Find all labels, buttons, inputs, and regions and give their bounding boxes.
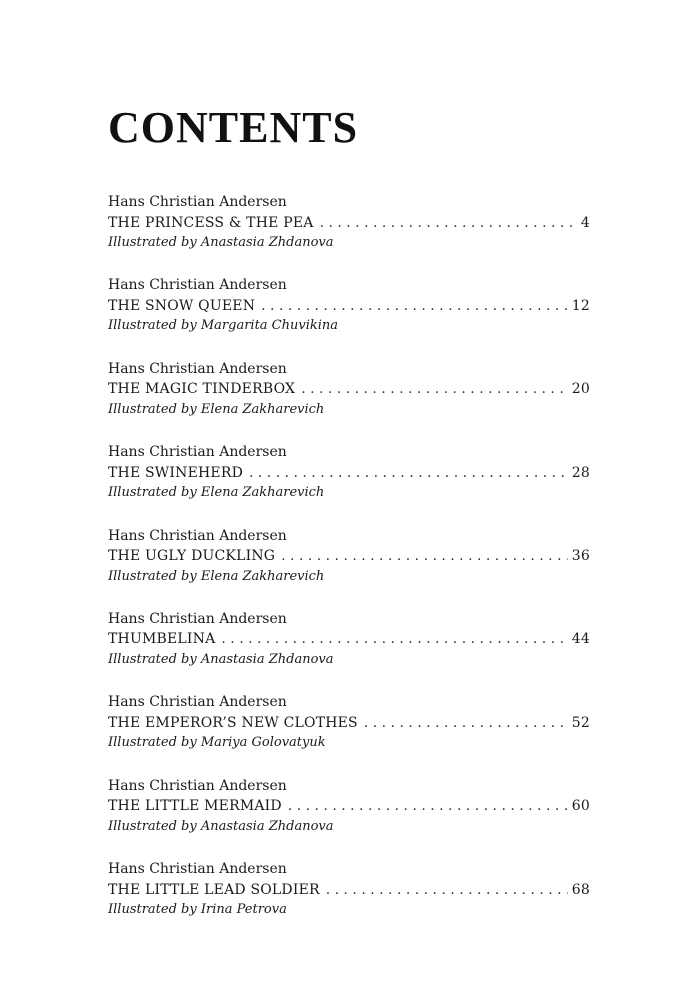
page-title: CONTENTS — [108, 103, 359, 152]
author-name: Hans Christian Andersen — [108, 861, 287, 878]
illustrator-credit: Illustrated by Anastasia Zhdanova — [108, 651, 334, 667]
toc-entry — [108, 359, 590, 442]
dot-leader — [301, 379, 568, 400]
page-number: 68 — [571, 881, 590, 898]
author-name: Hans Christian Andersen — [108, 694, 287, 711]
toc-entry — [108, 192, 590, 275]
toc-entry — [108, 776, 590, 859]
story-title[interactable]: THE SNOW QUEEN — [108, 297, 256, 314]
table-of-contents — [108, 192, 590, 943]
story-link[interactable] — [108, 713, 590, 734]
story-link[interactable] — [108, 296, 590, 317]
toc-entry — [108, 526, 590, 609]
story-title[interactable]: THE LITTLE MERMAID — [108, 798, 282, 815]
toc-entry — [108, 609, 590, 692]
story-link[interactable] — [108, 463, 590, 484]
dot-leader — [261, 296, 568, 317]
page-number: 52 — [571, 714, 590, 731]
story-title[interactable]: THE PRINCESS & THE PEA — [108, 214, 314, 231]
dot-leader — [364, 713, 568, 734]
dot-leader — [221, 629, 567, 650]
illustrator-credit: Illustrated by Irina Petrova — [108, 902, 287, 918]
story-title[interactable]: THE MAGIC TINDERBOX — [108, 381, 296, 398]
illustrator-credit: Illustrated by Margarita Chuvikina — [108, 318, 339, 334]
author-name: Hans Christian Andersen — [108, 527, 287, 544]
author-name: Hans Christian Andersen — [108, 777, 287, 794]
story-link[interactable] — [108, 379, 590, 400]
story-link[interactable] — [108, 546, 590, 567]
author-name: Hans Christian Andersen — [108, 444, 287, 461]
author-name: Hans Christian Andersen — [108, 360, 287, 377]
story-title[interactable]: THE LITTLE LEAD SOLDIER — [108, 881, 320, 898]
illustrator-credit: Illustrated by Elena Zakharevich — [108, 401, 325, 417]
toc-entry — [108, 442, 590, 525]
illustrator-credit: Illustrated by Elena Zakharevich — [108, 568, 325, 584]
page-number: 4 — [580, 214, 590, 231]
story-title[interactable]: THE SWINEHERD — [108, 464, 243, 481]
toc-entry — [108, 859, 590, 942]
author-name: Hans Christian Andersen — [108, 610, 287, 627]
author-name: Hans Christian Andersen — [108, 277, 287, 294]
dot-leader — [288, 796, 568, 817]
page-number: 28 — [571, 464, 590, 481]
story-link[interactable] — [108, 213, 590, 234]
story-title[interactable]: THE EMPEROR’S NEW CLOTHES — [108, 714, 358, 731]
toc-entry — [108, 275, 590, 358]
page-number: 36 — [571, 548, 590, 565]
author-name: Hans Christian Andersen — [108, 194, 287, 210]
illustrator-credit: Illustrated by Anastasia Zhdanova — [108, 235, 334, 250]
dot-leader — [281, 546, 568, 567]
dot-leader — [320, 213, 572, 234]
story-link[interactable] — [108, 880, 590, 901]
page-number: 12 — [571, 297, 590, 314]
dot-leader — [326, 880, 568, 901]
page-number: 44 — [571, 631, 590, 648]
page-number: 60 — [571, 798, 590, 815]
story-title[interactable]: THE UGLY DUCKLING — [108, 548, 276, 565]
story-title[interactable]: THUMBELINA — [108, 631, 216, 648]
toc-entry — [108, 692, 590, 775]
illustrator-credit: Illustrated by Anastasia Zhdanova — [108, 818, 334, 834]
story-link[interactable] — [108, 796, 590, 817]
dot-leader — [249, 463, 568, 484]
illustrator-credit: Illustrated by Mariya Golovatyuk — [108, 735, 326, 751]
page-number: 20 — [571, 381, 590, 398]
illustrator-credit: Illustrated by Elena Zakharevich — [108, 485, 325, 501]
story-link[interactable] — [108, 629, 590, 650]
